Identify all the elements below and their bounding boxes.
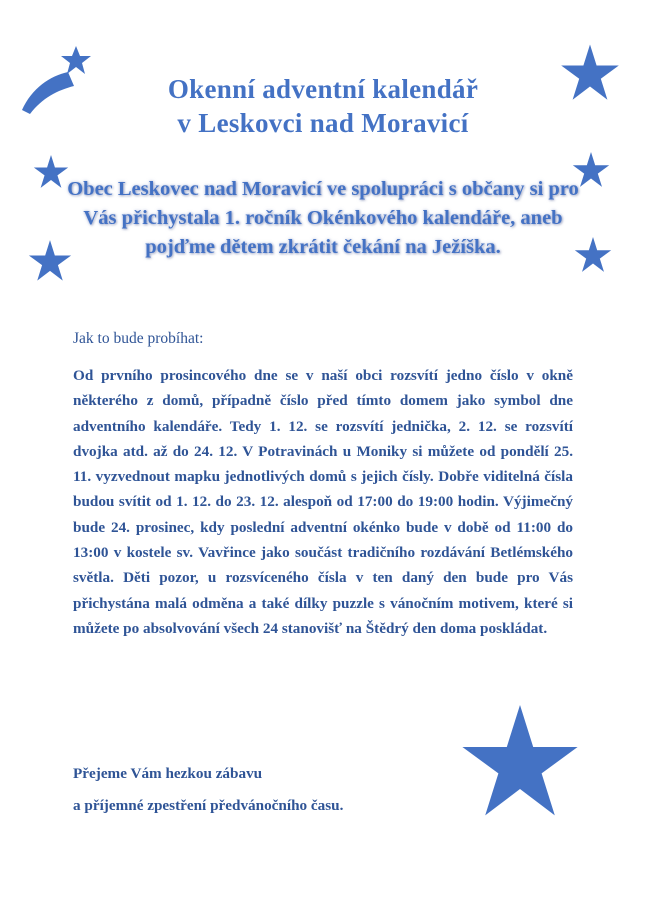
title-line-1: Okenní adventní kalendář [167,74,479,104]
subtitle: Obec Leskovec nad Moravicí ve spolupráci s občany si pro Vás přichystala 1. ročník Okénkového kalendáře, aneb pojďme dětem zkrátit čekání na Ježíška. [67,178,579,258]
body-paragraph: Od prvního prosincového dne se v naší obci rozsvítí jedno číslo v okně některého z domů, případně číslo před tímto domem jako symbol dne adventního kalendáře. Tedy 1. 12. se rozsvítí jednička, 2. 12. se rozsvítí dvojka atd. až do 24. 12. V Potravinách u Moniky si můžete od pondělí 25. 11. vyzvednout mapku jednotlivých domů s jejich čísly. Dobře viditelná čísla budou svítit od 1. 12. do 23. 12. alespoň od 17:00 do 19:00 hodin. Výjimečný bude 24. prosinec, kdy poslední adventní okénko bude v době od 11:00 do 13:00 v kostele sv. Vavřince jako součást tradičního rozdávání Betlémského světla. Děti pozor, u rozsvíceného čísla v ten daný den bude pro Vás přichystána malá odměna a také dílky puzzle s vánočním motivem, které si můžete po absolvování všech 24 stanovišť na Štědrý den doma poskládat. [73,367,573,637]
section-heading: Jak to bude probíhat: [73,330,204,347]
closing-line-2: a příjemné zpestření předvánočního času. [73,797,344,814]
closing-line-1: Přejeme Vám hezkou zábavu [73,765,263,782]
page-title [0,72,646,140]
title-line-2: v Leskovci nad Moravicí [177,108,469,138]
star-icon [460,705,580,819]
